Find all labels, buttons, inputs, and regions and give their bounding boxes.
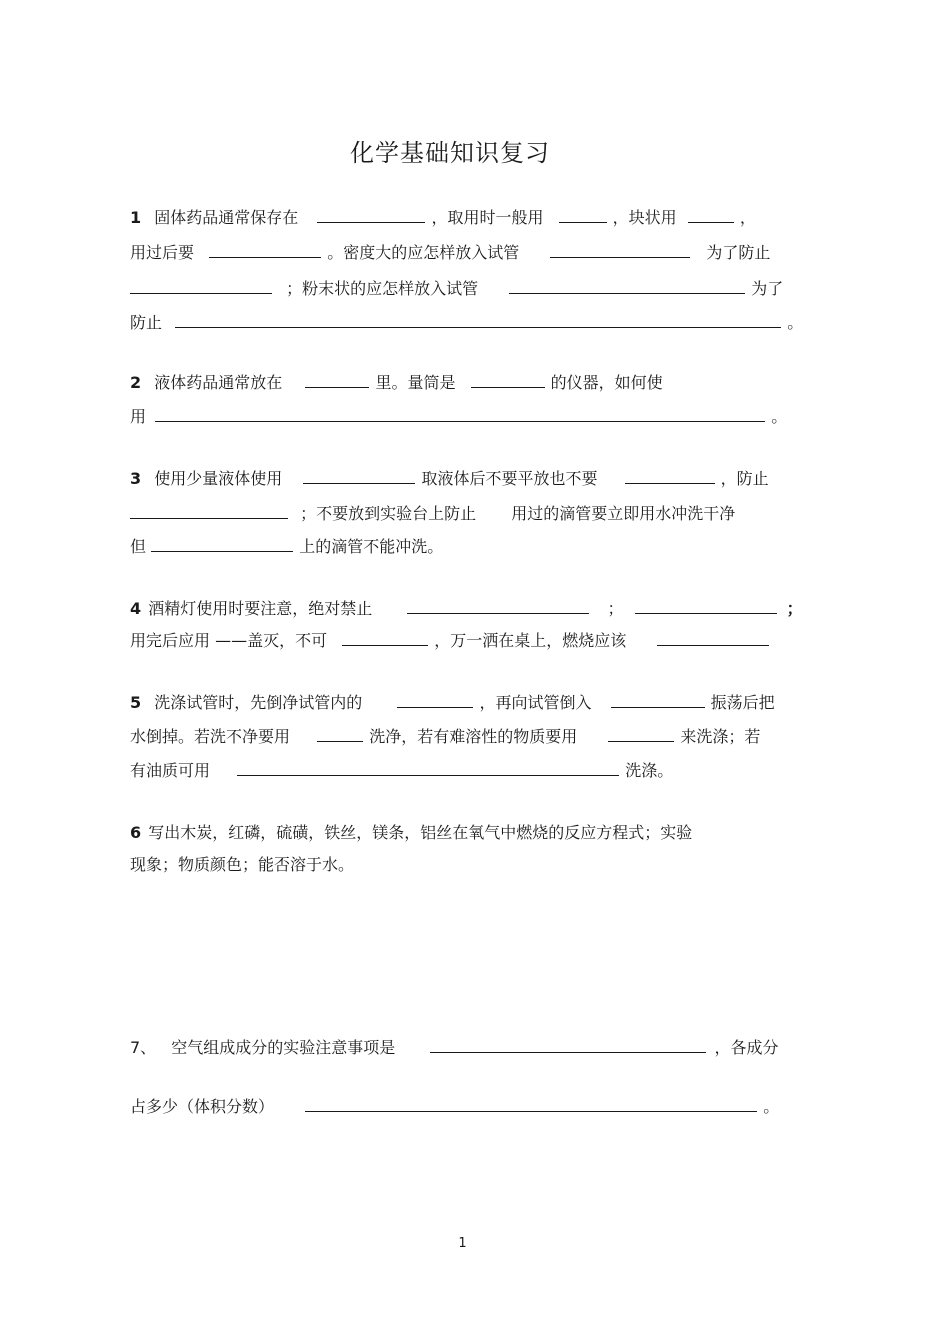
q1-blank-1[interactable]: [317, 208, 425, 223]
q6-number: 6: [130, 823, 142, 842]
q5-line-1: [130, 693, 775, 713]
q1-text-2: ，取用时一般用: [431, 208, 544, 227]
q1-line-4: [130, 313, 803, 333]
q7-text-1: 空气组成成分的实验注意事项是: [171, 1038, 396, 1057]
q5-text-1: 洗涤试管时，先倒净试管内的: [154, 693, 363, 712]
q1-blank-2[interactable]: [559, 208, 607, 223]
q3-blank-2[interactable]: [625, 469, 715, 484]
q5-blank-4[interactable]: [608, 727, 674, 742]
q1-text-9: 为了: [751, 279, 784, 298]
q1-text-3: ，块状用: [612, 208, 677, 227]
q3-text-3: ，防止: [720, 469, 769, 488]
q1-line-2: [130, 243, 770, 263]
q4-blank-2[interactable]: [635, 599, 777, 614]
q2-text-2: 里。量筒是: [375, 373, 456, 392]
q5-text-3: 振荡后把: [710, 693, 775, 712]
q4-text-4: 用完后应用 ——盖灭，不可: [130, 631, 328, 650]
q3-blank-1[interactable]: [303, 469, 415, 484]
q7-blank-1[interactable]: [430, 1038, 706, 1053]
q1-line-1: [130, 208, 756, 228]
q7-text-4: 。: [763, 1097, 780, 1116]
q2-blank-1[interactable]: [305, 373, 369, 388]
q7-number: 7、: [130, 1038, 157, 1057]
q5-line-3: [130, 761, 673, 781]
q2-text-4: 用: [130, 407, 147, 426]
q3-line-3: [130, 537, 443, 557]
q1-text-7: 为了防止: [706, 243, 771, 262]
q1-blank-6[interactable]: [130, 279, 272, 294]
q5-text-2: ，再向试管倒入: [479, 693, 592, 712]
q3-blank-3[interactable]: [130, 504, 288, 519]
q3-text-5: 用过的滴管要立即用水冲洗干净: [511, 504, 736, 523]
q5-blank-1[interactable]: [397, 693, 473, 708]
document-title: 化学基础知识复习: [350, 139, 550, 167]
q4-text-5: ，万一洒在桌上，燃烧应该: [434, 631, 627, 650]
q7-blank-2[interactable]: [305, 1097, 757, 1112]
q4-blank-4[interactable]: [657, 631, 769, 646]
q7-line-2: [130, 1097, 779, 1117]
q5-text-5: 洗净，若有难溶性的物质要用: [369, 727, 578, 746]
q1-blank-4[interactable]: [209, 243, 321, 258]
q3-text-7: 上的滴管不能冲洗。: [299, 537, 444, 556]
q4-line-1: [130, 599, 803, 619]
q1-text-5: 用过后要: [130, 243, 195, 262]
q5-line-2: [130, 727, 760, 747]
q1-number: 1: [130, 208, 142, 227]
q5-blank-3[interactable]: [317, 727, 363, 742]
q2-line-2: [130, 407, 787, 427]
q2-number: 2: [130, 373, 142, 392]
q7-text-2: ，各成分: [714, 1038, 779, 1057]
q1-text-6: 。密度大的应怎样放入试管: [327, 243, 520, 262]
q7-line-1: [130, 1038, 779, 1058]
q7-text-3: 占多少（体积分数）: [130, 1097, 275, 1116]
q4-blank-1[interactable]: [407, 599, 589, 614]
q1-text-10: 防止: [130, 313, 163, 332]
q4-text-1: 酒精灯使用时要注意，绝对禁止: [148, 599, 373, 618]
q6-text-1: 写出木炭，红磷，硫磺，铁丝，镁条，铝丝在氧气中燃烧的反应方程式；实验: [148, 823, 693, 842]
q1-line-3: [130, 279, 783, 299]
q1-text-8: ；粉末状的应怎样放入试管: [286, 279, 479, 298]
q2-line-1: [130, 373, 663, 393]
q6-line-1: [130, 823, 692, 843]
q1-blank-7[interactable]: [509, 279, 745, 294]
q2-text-3: 的仪器，如何使: [550, 373, 663, 392]
q2-blank-3[interactable]: [155, 407, 765, 422]
q5-blank-5[interactable]: [237, 761, 619, 776]
q6-text-2: 现象；物质颜色；能否溶于水。: [130, 855, 355, 874]
q1-blank-5[interactable]: [550, 243, 690, 258]
q4-text-2: ；: [607, 599, 624, 618]
q3-text-4: ；不要放到实验台上防止: [300, 504, 477, 523]
q1-text-4: ，: [739, 208, 756, 227]
q1-blank-8[interactable]: [175, 313, 781, 328]
q5-blank-2[interactable]: [611, 693, 705, 708]
q4-line-2: [130, 631, 770, 651]
q5-text-8: 洗涤。: [625, 761, 674, 780]
q2-text-1: 液体药品通常放在: [154, 373, 283, 392]
q3-number: 3: [130, 469, 142, 488]
q5-number: 5: [130, 693, 142, 712]
q3-text-2: 取液体后不要平放也不要: [421, 469, 598, 488]
q4-number: 4: [130, 599, 142, 618]
q4-blank-3[interactable]: [342, 631, 428, 646]
q5-text-6: 来洗涤；若: [680, 727, 761, 746]
q4-text-3: ；: [786, 599, 803, 618]
q2-text-5: 。: [771, 407, 788, 426]
q3-line-2: [130, 504, 735, 524]
q6-line-2: [130, 855, 354, 875]
q3-text-1: 使用少量液体使用: [154, 469, 283, 488]
q1-text-11: 。: [787, 313, 804, 332]
q5-text-4: 水倒掉。若洗不净要用: [130, 727, 291, 746]
q5-text-7: 有油质可用: [130, 761, 211, 780]
q3-text-6: 但: [130, 537, 147, 556]
q3-blank-4[interactable]: [151, 537, 293, 552]
q1-blank-3[interactable]: [688, 208, 734, 223]
q1-text-1: 固体药品通常保存在: [154, 208, 299, 227]
page-number: 1: [458, 1236, 467, 1251]
q3-line-1: [130, 469, 769, 489]
q2-blank-2[interactable]: [471, 373, 545, 388]
